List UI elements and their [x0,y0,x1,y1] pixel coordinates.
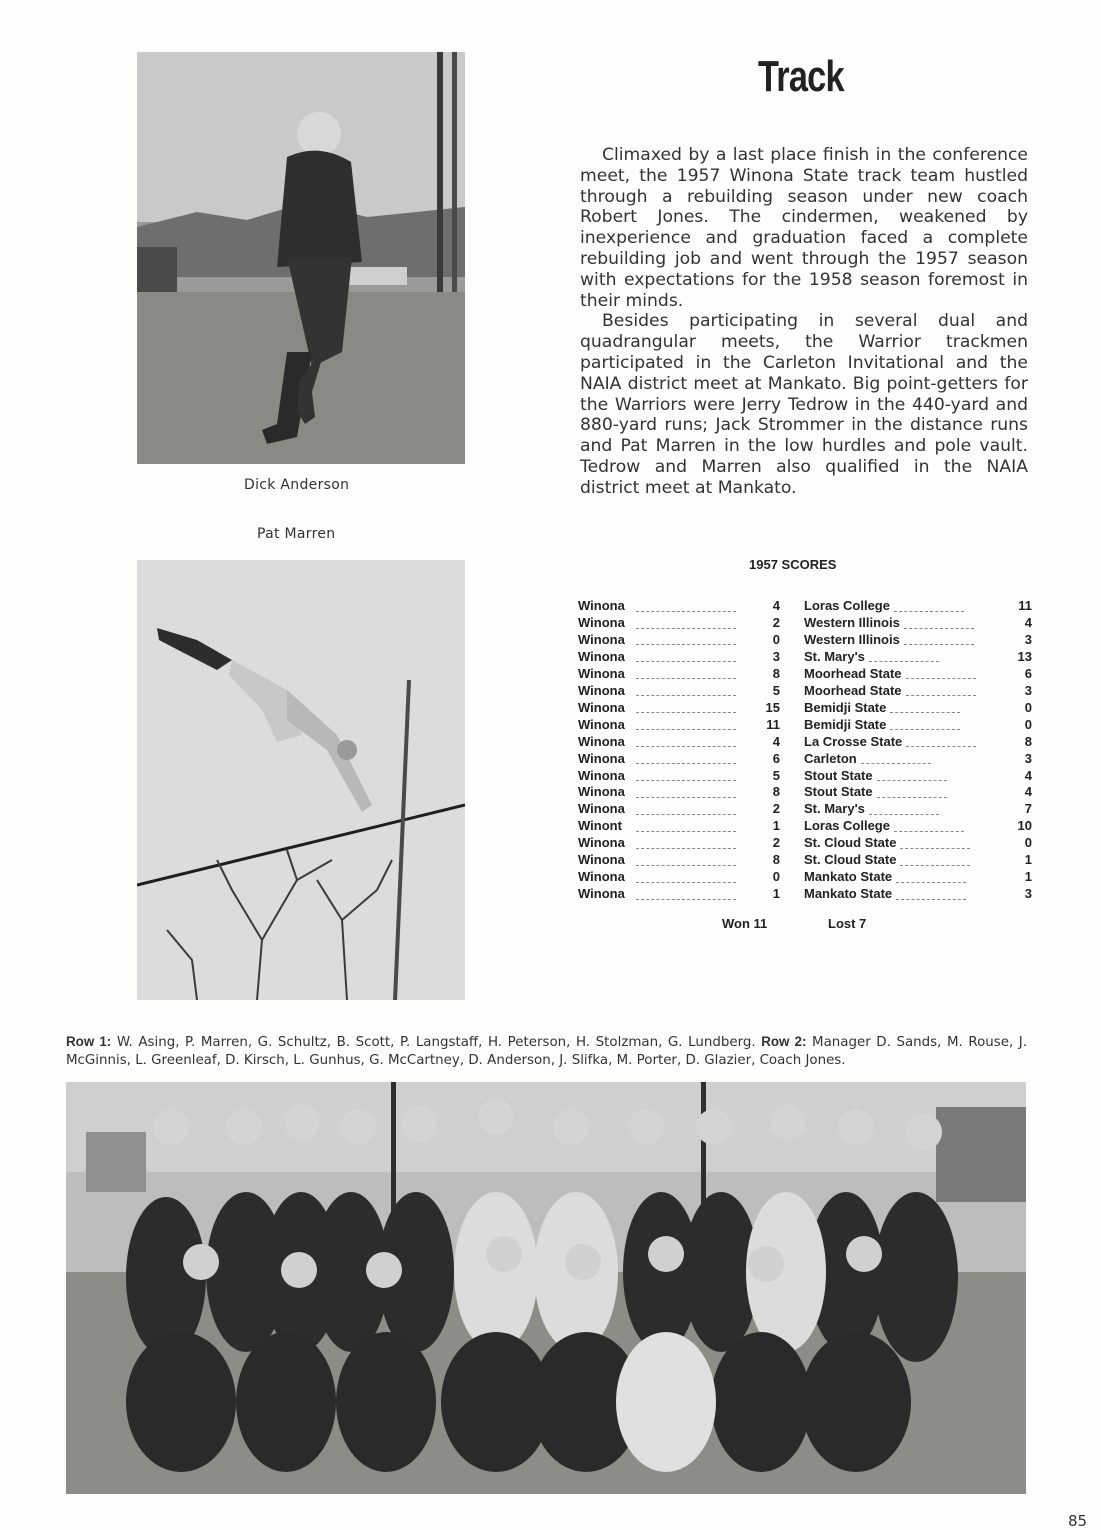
spacer [780,768,804,785]
opponent-name [804,751,1006,768]
dot-leader [636,669,736,679]
team-roster-caption [66,1033,1027,1070]
article-body [580,145,1028,499]
spacer [780,886,804,903]
spacer [780,683,804,700]
leader [636,869,740,886]
home-team: Winona [578,733,625,749]
spacer [780,784,804,801]
home-score: 1 [772,886,780,902]
spacer [780,649,804,666]
opponent-name [804,598,1006,615]
opponent-label: Moorhead State [804,682,902,698]
dot-leader [877,788,947,798]
spacer [780,801,804,818]
opponent-name [804,632,1006,649]
opponent-name [804,801,1006,818]
spacer [780,717,804,734]
score-row [578,683,1032,700]
dot-leader [900,839,970,849]
home-team: Winona [578,614,625,630]
home-team: Winona [578,767,625,783]
home-score: 0 [772,631,780,647]
opponent-name [804,886,1006,903]
score-row [578,852,1032,869]
home-score: 8 [772,665,780,681]
dot-leader [636,788,736,798]
opponent-score: 3 [1024,750,1032,766]
leader [636,768,740,785]
row2-label: Row 2: [761,1034,807,1049]
home-team: Winona [578,598,625,613]
dot-leader [636,873,736,883]
home-score: 11 [766,716,780,732]
scores-heading: 1957 SCORES [749,557,837,572]
opponent-score: 8 [1024,733,1032,749]
score-row [578,751,1032,768]
home-team: Winona [578,665,625,681]
opponent-label: St. Cloud State [804,835,897,851]
home-team: Winona [578,801,625,817]
leader [636,632,740,649]
opponent-score: 4 [1024,614,1032,630]
won-count: Won 11 [722,916,768,931]
dot-leader [636,737,736,747]
row1-names: W. Asing, P. Marren, G. Schultz, B. Scott, P. Langstaff, H. Peterson, H. Stolzman, G. Lundberg. [116,1035,756,1050]
spacer [780,818,804,835]
opponent-label: La Crosse State [804,733,903,749]
leader [636,751,740,768]
dot-leader [877,771,947,781]
opponent-label: Western Illinois [804,631,900,647]
opponent-label: St. Cloud State [804,852,897,868]
page-number: 85 [1068,1512,1088,1530]
leader [636,835,740,852]
home-score: 5 [772,682,780,698]
dot-leader [904,619,974,629]
home-team: Winona [578,699,625,715]
home-score: 1 [772,818,780,834]
article-paragraph-1: Climaxed by a last place finish in the conference meet, the 1957 Winona State track team hustled through a rebuilding season under new coach Robert Jones. The cindermen, weakened by inexperience and graduation faced a complete rebuilding job and went through the 1957 season with expectations for the 1958 season foremost in their minds. [580,145,1028,311]
opponent-label: Stout State [804,784,873,800]
dot-leader [906,669,976,679]
home-score: 3 [772,648,780,664]
dot-leader [869,805,939,815]
home-team: Winona [578,784,625,800]
opponent-score: 0 [1024,835,1032,851]
score-row [578,768,1032,785]
leader [636,683,740,700]
home-team: Winona [578,750,625,766]
opponent-score: 10 [1017,818,1032,834]
leader [636,801,740,818]
score-row [578,700,1032,717]
home-score: 2 [772,614,780,630]
dot-leader [896,890,966,900]
home-team: Winona [578,852,625,868]
opponent-label: Bemidji State [804,699,887,715]
spacer [780,734,804,751]
home-score: 4 [772,733,780,749]
dot-leader [890,720,960,730]
lost-count: Lost 7 [828,916,867,931]
dot-leader [636,652,736,662]
score-row [578,632,1032,649]
opponent-name [804,852,1006,869]
leader [636,818,740,835]
score-row [578,734,1032,751]
leader [636,666,740,683]
score-row [578,598,1032,615]
dot-leader [904,635,974,645]
dot-leader [636,703,736,713]
opponent-label: Western Illinois [804,614,900,630]
opponent-name [804,768,1006,785]
opponent-label: St. Mary's [804,648,865,664]
score-row [578,615,1032,632]
leader [636,734,740,751]
leader [636,598,740,615]
page-title: Track [758,52,844,101]
opponent-score: 0 [1024,716,1032,732]
home-score: 6 [772,750,780,766]
opponent-score: 1 [1024,852,1032,868]
spacer [780,869,804,886]
opponent-score: 0 [1024,699,1032,715]
dot-leader [636,635,736,645]
opponent-label: Bemidji State [804,716,887,732]
runner-photo [137,52,465,464]
opponent-label: Mankato State [804,886,893,902]
opponent-score: 3 [1024,886,1032,902]
score-row [578,818,1032,835]
opponent-score: 13 [1017,648,1032,664]
scores-table [578,598,1032,903]
dot-leader [896,873,966,883]
spacer [780,751,804,768]
dot-leader [906,737,976,747]
leader [636,784,740,801]
score-row [578,649,1032,666]
home-team: Winona [578,886,625,902]
dot-leader [869,652,939,662]
leader [636,649,740,666]
opponent-score: 3 [1024,631,1032,647]
home-team: Winona [578,631,625,647]
row2-names: Manager D. Sands, M. Rouse, J. McGinnis, L. Greenleaf, D. Kirsch, L. Gunhus, G. McCartney, D. Anderson, J. Slifka, M. Porter, D. Glazier, Coach Jones. [66,1035,1028,1068]
opponent-name [804,666,1006,683]
opponent-score: 4 [1024,784,1032,800]
home-score: 2 [772,801,780,817]
dot-leader [636,686,736,696]
dot-leader [636,856,736,866]
home-team: Winona [578,682,625,698]
article-paragraph-2: Besides participating in several dual and quadrangular meets, the Warrior trackmen participated in the Carleton Invitational and the NAIA district meet at Mankato. Big point-getters for the Warriors were Jerry Tedrow in the 440-yard and 880-yard runs; Jack Strommer in the distance runs and Pat Marren in the low hurdles and pole vault. Tedrow and Marren also qualified in the NAIA district meet at Mankato. [580,311,1028,498]
dot-leader [636,890,736,900]
dot-leader [636,822,736,832]
opponent-score: 4 [1024,767,1032,783]
spacer [780,852,804,869]
opponent-score: 1 [1024,869,1032,885]
dot-leader [636,771,736,781]
leader [636,852,740,869]
opponent-label: Loras College [804,818,890,834]
dot-leader [906,686,976,696]
vaulter-caption: Pat Marren [257,526,336,542]
dot-leader [894,602,964,612]
opponent-name [804,869,1006,886]
opponent-name [804,734,1006,751]
dot-leader [890,703,960,713]
home-team: Winont [578,818,622,834]
dot-leader [636,720,736,730]
runner-caption: Dick Anderson [244,477,350,493]
opponent-score: 6 [1024,665,1032,681]
opponent-name [804,818,1006,835]
opponent-name [804,835,1006,852]
opponent-name [804,717,1006,734]
home-score: 0 [772,869,780,885]
dot-leader [636,754,736,764]
score-row [578,784,1032,801]
opponent-score: 7 [1024,801,1032,817]
dot-leader [636,839,736,849]
dot-leader [861,754,931,764]
score-row [578,801,1032,818]
opponent-name [804,700,1006,717]
spacer [780,598,804,615]
home-team: Winona [578,835,625,851]
team-photo [66,1082,1026,1494]
leader [636,886,740,903]
spacer [780,615,804,632]
home-team: Winona [578,869,625,885]
score-row [578,835,1032,852]
opponent-name [804,615,1006,632]
leader [636,700,740,717]
spacer [780,666,804,683]
spacer [780,700,804,717]
opponent-label: Loras College [804,598,890,613]
dot-leader [636,805,736,815]
opponent-label: Moorhead State [804,665,902,681]
score-row [578,869,1032,886]
home-team: Winona [578,648,625,664]
score-row [578,666,1032,683]
home-score: 2 [772,835,780,851]
opponent-name [804,683,1006,700]
leader [636,615,740,632]
opponent-score: 11 [1018,598,1032,613]
spacer [780,835,804,852]
opponent-score: 3 [1024,682,1032,698]
row1-label: Row 1: [66,1034,112,1049]
home-team: Winona [578,716,625,732]
score-row [578,886,1032,903]
opponent-name [804,784,1006,801]
opponent-label: Mankato State [804,869,893,885]
pole-vault-photo [137,560,465,1000]
opponent-label: Stout State [804,767,873,783]
home-score: 8 [772,784,780,800]
leader [636,717,740,734]
home-score: 15 [765,699,780,715]
dot-leader [900,856,970,866]
home-score: 4 [772,598,780,613]
dot-leader [636,619,736,629]
spacer [780,632,804,649]
home-score: 8 [772,852,780,868]
dot-leader [636,602,736,612]
score-row [578,717,1032,734]
opponent-name [804,649,1006,666]
home-score: 5 [772,767,780,783]
dot-leader [894,822,964,832]
opponent-label: St. Mary's [804,801,865,817]
opponent-label: Carleton [804,750,857,766]
